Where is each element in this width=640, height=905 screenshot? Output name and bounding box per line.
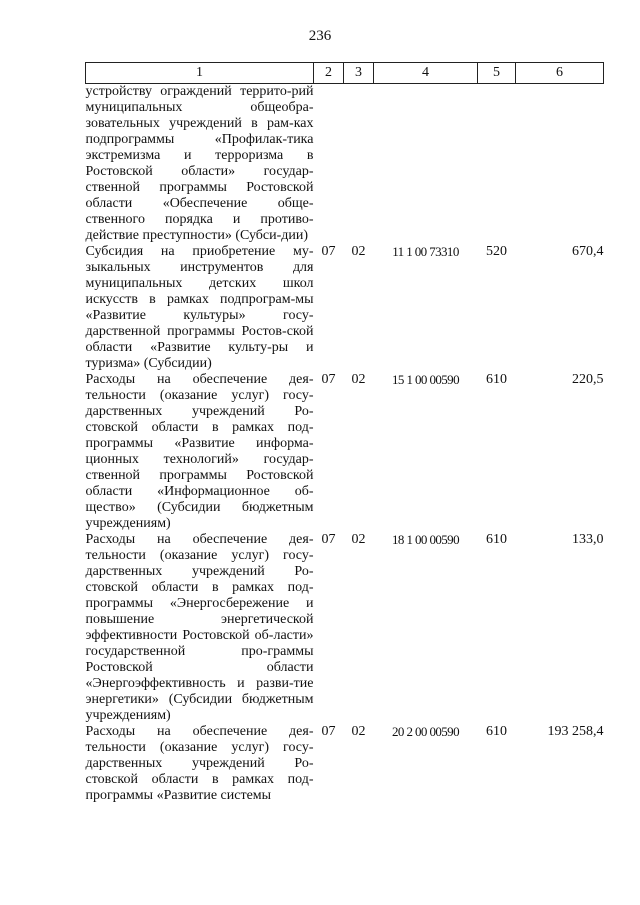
- row-target-code: 20 2 00 00590: [392, 724, 459, 739]
- row-amount: 193 258,4: [547, 724, 604, 739]
- row-expense-type: [478, 84, 516, 245]
- row-target-code: [374, 84, 478, 245]
- row-section: 07: [321, 724, 336, 739]
- row-amount: 670,4: [572, 244, 604, 259]
- table-row: [86, 372, 604, 532]
- row-section: 07: [321, 532, 336, 547]
- page-number: 236: [308, 28, 332, 44]
- row-target-code: 11 1 00 73310: [392, 244, 459, 259]
- table-row: [86, 244, 604, 372]
- row-amount: [516, 84, 604, 245]
- row-description: устройству ограждений террито-рий муниципальных общеобра-зовательных учреждений в рам-ках подпрограммы «Профилак-тика экстремизма и терроризма в Ростовской области» государ-ственной программы Ростовской области «Обеспечение обще-ственного порядка и противо-действие преступности» (Субси-дии): [85, 84, 314, 243]
- row-expense-type: 610: [486, 372, 507, 387]
- header-col-3: 3: [344, 63, 374, 84]
- row-expense-type: 610: [486, 532, 507, 547]
- row-subsection: 02: [351, 372, 366, 387]
- row-subsection: 02: [351, 244, 366, 259]
- row-subsection: [344, 84, 374, 245]
- row-expense-type: 520: [486, 244, 507, 259]
- row-description: Расходы на обеспечение дея-тельности (оказание услуг) госу-дарственных учреждений Ро-стовской области в рамках под-программы «Развитие информа-ционных технологий» государ-ственной программы Ростовской области «Информационное об-щество» (Субсидии бюджетным учреждениям): [85, 372, 314, 531]
- row-expense-type: 610: [486, 724, 507, 739]
- table-row: [86, 84, 604, 245]
- row-description: Расходы на обеспечение дея-тельности (оказание услуг) госу-дарственных учреждений Ро-стовской области в рамках под-программы «Развитие системы: [85, 724, 314, 803]
- row-amount: 220,5: [572, 372, 604, 387]
- header-col-5: 5: [478, 63, 516, 84]
- header-col-6: 6: [516, 63, 604, 84]
- row-target-code: 15 1 00 00590: [392, 372, 459, 387]
- budget-table: [85, 62, 604, 804]
- row-description: Расходы на обеспечение дея-тельности (оказание услуг) госу-дарственных учреждений Ро-стовской области в рамках под-программы «Энергосбережение и повышение энергетической эффективности Ростовской об-ласти» государственной про-граммы Ростовской области «Энергоэффективность и разви-тие энергетики» (Субсидии бюджетным учреждениям): [85, 532, 314, 723]
- row-target-code: 18 1 00 00590: [392, 532, 459, 547]
- row-section: 07: [321, 372, 336, 387]
- table-row: [86, 532, 604, 724]
- header-col-4: 4: [374, 63, 478, 84]
- header-row: [86, 63, 604, 84]
- header-col-2: 2: [314, 63, 344, 84]
- row-amount: 133,0: [572, 532, 604, 547]
- row-subsection: 02: [351, 724, 366, 739]
- row-subsection: 02: [351, 532, 366, 547]
- table-row: [86, 724, 604, 804]
- row-description: Субсидия на приобретение му-зыкальных инструментов для муниципальных детских школ искусств в рамках подпрограм-мы «Развитие культуры» госу-дарственной программы Ростов-ской области «Развитие культу-ры и туризма» (Субсидии): [85, 244, 314, 371]
- header-col-1: 1: [86, 63, 314, 84]
- row-section: [314, 84, 344, 245]
- row-section: 07: [321, 244, 336, 259]
